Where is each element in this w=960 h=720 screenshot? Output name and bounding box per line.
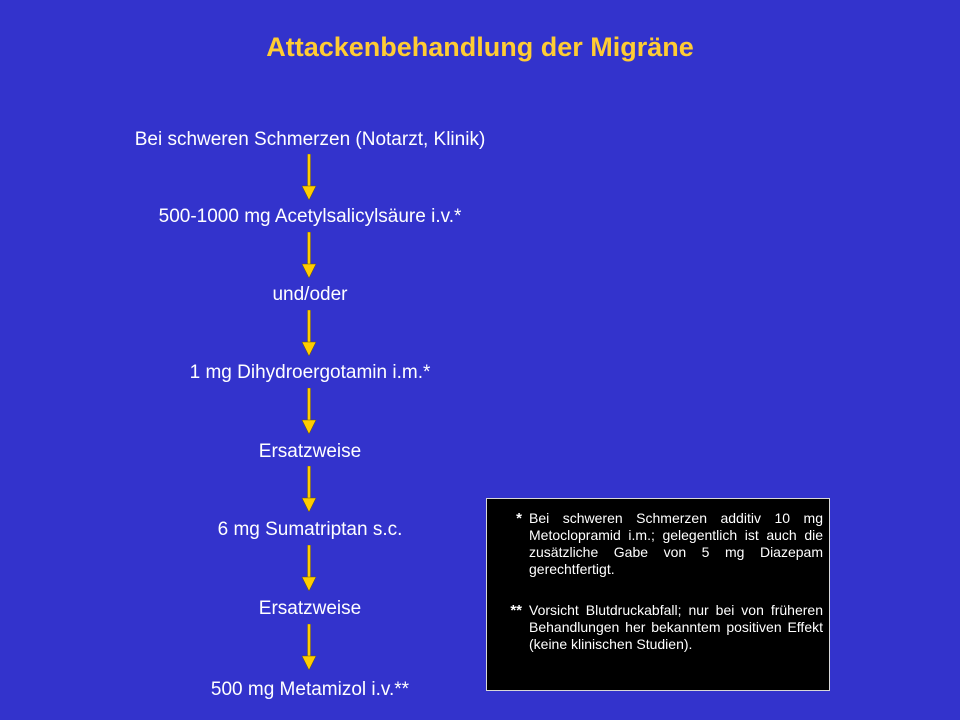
flow-arrow-1	[301, 154, 317, 200]
flow-arrow-4	[301, 388, 317, 434]
footnote-marker: *	[516, 510, 522, 527]
page-title: Attackenbehandlung der Migräne	[266, 32, 694, 62]
footnote-text: Vorsicht Blutdruckabfall; nur bei von früheren Behandlungen her bekanntem positiven Effekt (keine klinischen Studien).	[529, 602, 823, 652]
flow-step-acetylsalicylic-acid: 500-1000 mg Acetylsalicylsäure i.v.*	[158, 206, 462, 227]
flow-step-sumatriptan: 6 mg Sumatriptan s.c.	[217, 519, 403, 540]
footnote-box	[486, 498, 830, 691]
flow-step-severe-pain: Bei schweren Schmerzen (Notarzt, Klinik)	[134, 129, 486, 150]
footnote-double-asterisk	[495, 602, 823, 653]
flow-step-dihydroergotamine: 1 mg Dihydroergotamin i.m.*	[189, 362, 431, 383]
flow-step-alternatively-1: Ersatzweise	[258, 441, 362, 462]
flow-arrow-3	[301, 310, 317, 356]
flow-arrow-6	[301, 545, 317, 591]
footnote-text: Bei schweren Schmerzen additiv 10 mg Metoclopramid i.m.; gelegentlich ist auch die zusätzliche Gabe von 5 mg Diazepam gerechtfertigt.	[529, 510, 823, 577]
flow-arrow-5	[301, 466, 317, 512]
footnote-single-asterisk	[495, 510, 823, 578]
flow-arrow-2	[301, 232, 317, 278]
flow-arrow-7	[301, 624, 317, 670]
flow-step-alternatively-2: Ersatzweise	[258, 598, 362, 619]
flow-step-and-or: und/oder	[272, 284, 348, 305]
flow-step-metamizole: 500 mg Metamizol i.v.**	[210, 679, 410, 700]
footnote-marker: **	[510, 602, 522, 619]
